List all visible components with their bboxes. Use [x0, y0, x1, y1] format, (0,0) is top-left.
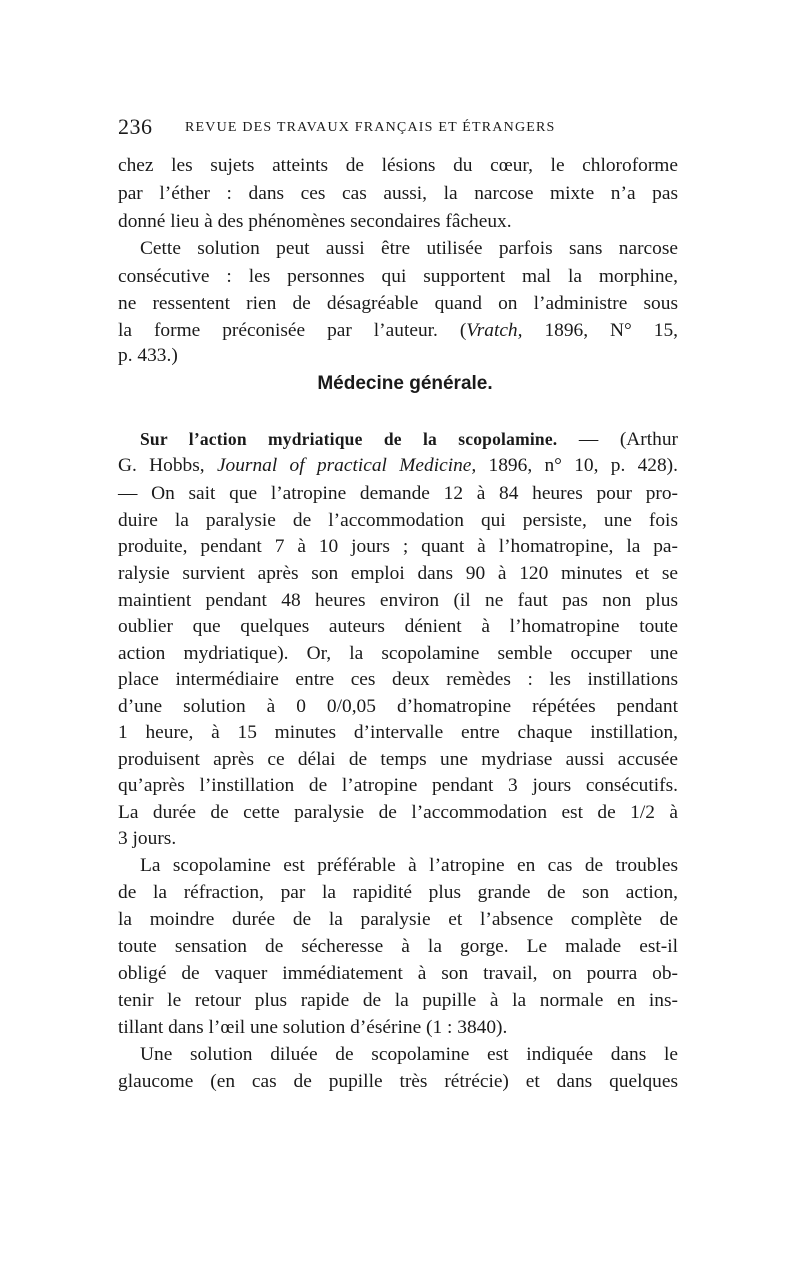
- text-line: p. 433.): [118, 345, 178, 366]
- text-line: oublier que quelques auteurs dénient à l’homatropine toute: [118, 616, 678, 637]
- text-line: [118, 425, 678, 453]
- text-line: 3 jours.: [118, 828, 177, 849]
- text-line: d’une solution à 0 0/0,05 d’homatropine répétées pendant: [118, 696, 678, 717]
- text-line: La scopolamine est préférable à l’atropine en cas de troubles: [140, 855, 678, 876]
- text-line: — On sait que l’atropine demande 12 à 84 heures pour pro-: [118, 483, 678, 504]
- text-line: produite, pendant 7 à 10 jours ; quant à l’homatropine, la pa-: [118, 536, 678, 557]
- text-line: obligé de vaquer immédiatement à son travail, on pourra ob-: [118, 963, 678, 984]
- page-header: [118, 114, 678, 144]
- text-line: toute sensation de sécheresse à la gorge. Le malade est-il: [118, 936, 678, 957]
- journal-name: Vratch,: [466, 320, 523, 341]
- text-span: 1896, N° 15,: [522, 320, 678, 341]
- section-heading: Médecine générale.: [317, 373, 493, 394]
- text-line: produisent après ce délai de temps une mydriase aussi accusée: [118, 749, 678, 770]
- journal-name: Journal of practical Medicine,: [216, 455, 477, 476]
- text-line: tillant dans l’œil une solution d’ésérine (1 : 3840).: [118, 1017, 508, 1038]
- article-title: Sur l’action mydriatique de la scopolamine.: [140, 429, 558, 449]
- page-number: 236: [118, 114, 153, 139]
- text-line: place intermédiaire entre ces deux remèdes : les instillations: [118, 669, 678, 690]
- text-line: 1 heure, à 15 minutes d’intervalle entre chaque instillation,: [118, 722, 678, 743]
- text-line: [118, 317, 678, 345]
- text-line: La durée de cette paralysie de l’accommodation est de 1/2 à: [118, 802, 678, 823]
- text-line: glaucome (en cas de pupille très rétrécie) et dans quelques: [118, 1071, 678, 1092]
- text-span: G. Hobbs,: [118, 455, 217, 476]
- text-line: tenir le retour plus rapide de la pupille à la normale en ins-: [118, 990, 678, 1011]
- text-line: la moindre durée de la paralysie et l’absence complète de: [118, 909, 678, 930]
- text-span: 1896, n° 10, p. 428).: [476, 455, 678, 476]
- text-line: duire la paralysie de l’accommodation qui persiste, une fois: [118, 510, 678, 531]
- text-line: Une solution diluée de scopolamine est indiquée dans le: [140, 1044, 678, 1065]
- text-span: — (Arthur: [557, 429, 678, 450]
- text-line: qu’après l’instillation de l’atropine pendant 3 jours consécutifs.: [118, 775, 678, 796]
- text-line: par l’éther : dans ces cas aussi, la narcose mixte n’a pas: [118, 183, 678, 204]
- text-line: ne ressentent rien de désagréable quand on l’administre sous: [118, 293, 678, 314]
- text-line: Cette solution peut aussi être utilisée parfois sans narcose: [140, 238, 678, 259]
- text-line: [118, 452, 678, 480]
- text-line: chez les sujets atteints de lésions du cœur, le chloroforme: [118, 155, 678, 176]
- running-head: REVUE DES TRAVAUX FRANÇAIS ET ÉTRANGERS: [185, 120, 556, 135]
- text-line: action mydriatique). Or, la scopolamine semble occuper une: [118, 643, 678, 664]
- text-line: ralysie survient après son emploi dans 90 à 120 minutes et se: [118, 563, 678, 584]
- text-line: consécutive : les personnes qui supportent mal la morphine,: [118, 266, 678, 287]
- text-span: la forme préconisée par l’auteur. (: [118, 320, 467, 341]
- text-line: maintient pendant 48 heures environ (il ne faut pas non plus: [118, 590, 678, 611]
- text-line: donné lieu à des phénomènes secondaires fâcheux.: [118, 211, 512, 232]
- text-line: de la réfraction, par la rapidité plus grande de son action,: [118, 882, 678, 903]
